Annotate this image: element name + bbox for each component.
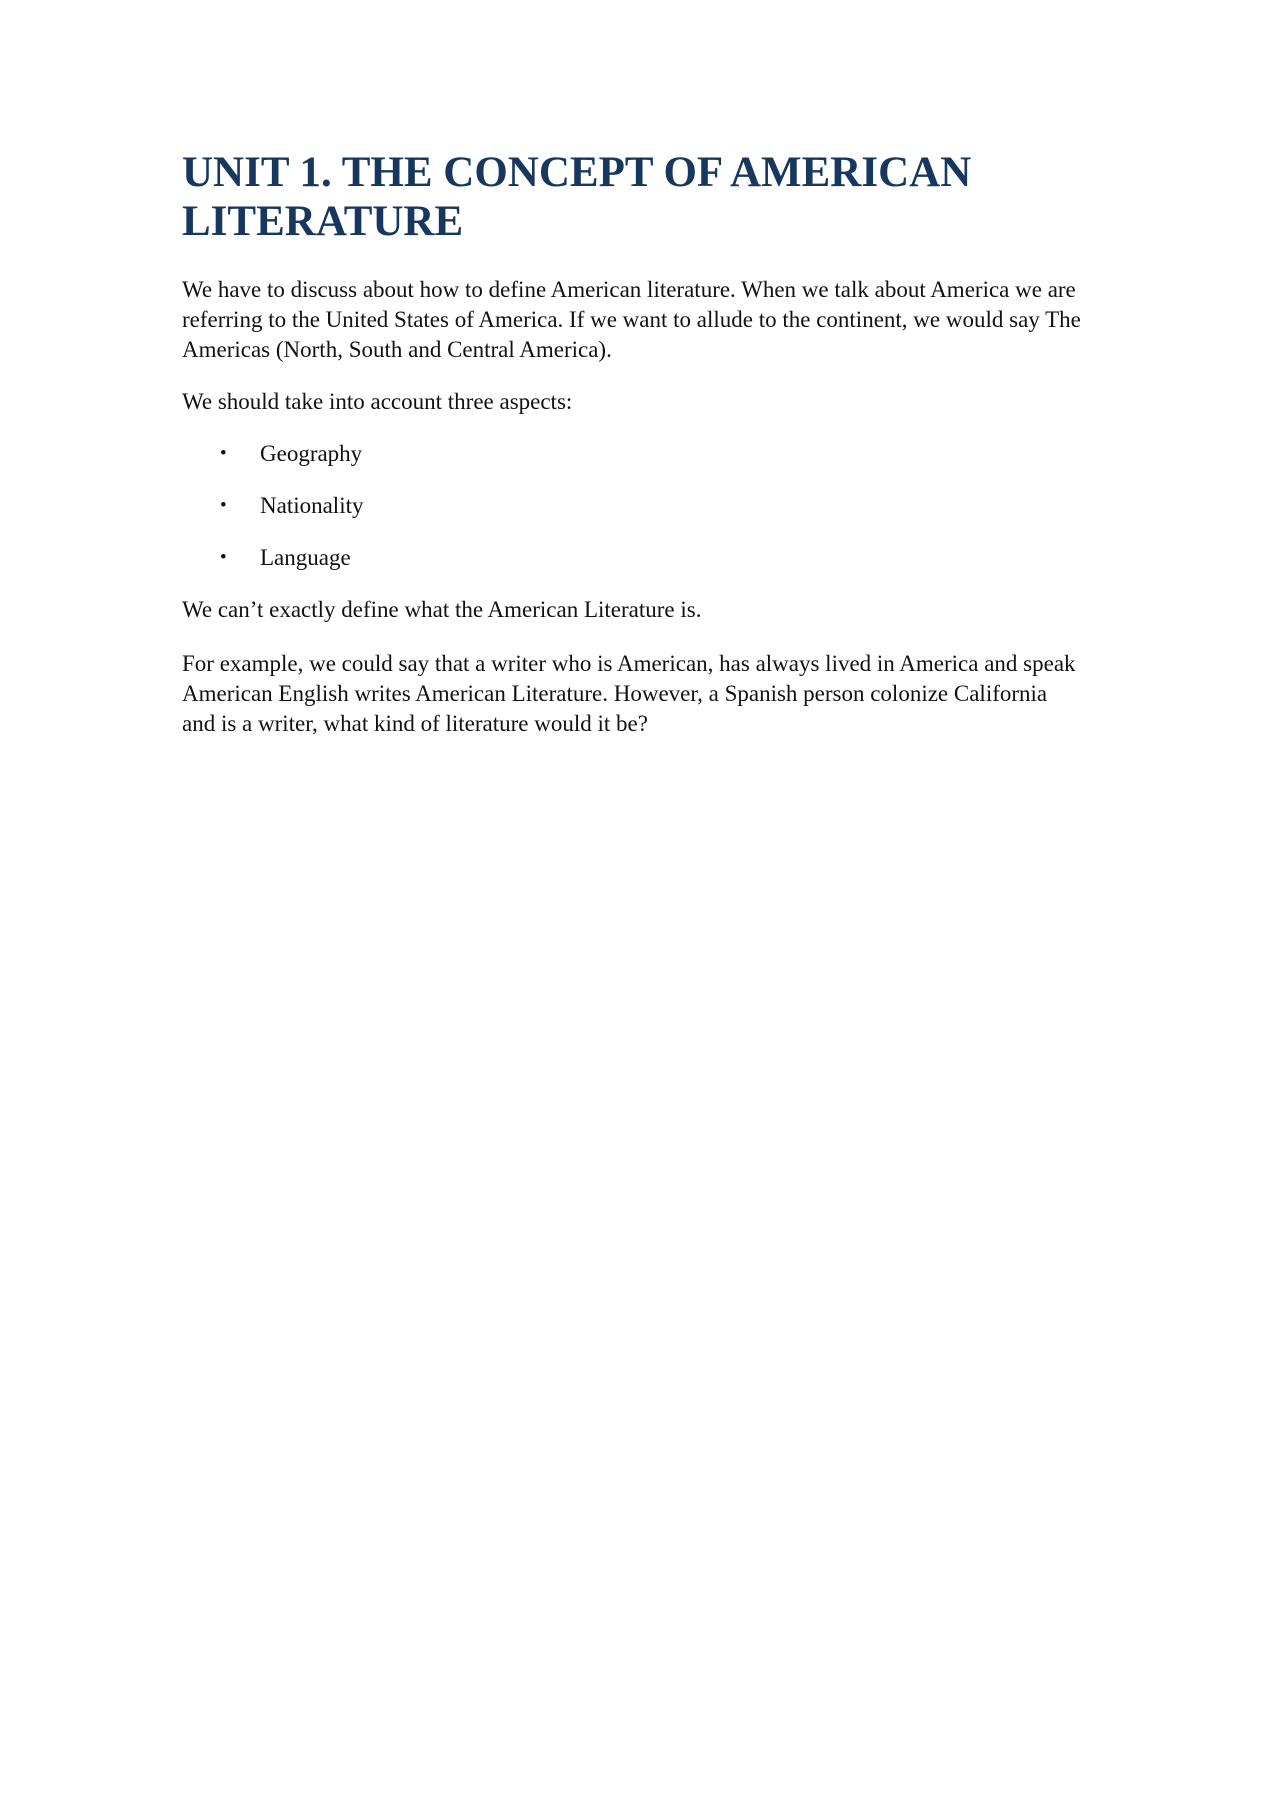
aspects-list	[182, 439, 1082, 573]
intro-paragraph: We have to discuss about how to define American literature. When we talk about America we are referring to the United States of America. If we want to allude to the continent, we would say The Americas (North, South and Central America).	[182, 277, 1081, 362]
bullet-icon: •	[220, 495, 227, 516]
aspects-intro-paragraph: We should take into account three aspects:	[182, 389, 573, 414]
example-paragraph: For example, we could say that a writer who is American, has always lived in America and speak American English writes American Literature. However, a Spanish person colonize California and is a writer, what kind of literature would it be?	[182, 651, 1076, 736]
definition-paragraph: We can’t exactly define what the American Literature is.	[182, 597, 702, 622]
list-item	[182, 439, 1082, 469]
bullet-icon: •	[220, 443, 227, 464]
list-item	[182, 491, 1082, 521]
document-body	[182, 148, 1082, 739]
list-item-geography: Geography	[260, 441, 363, 466]
unit-title: UNIT 1. THE CONCEPT OF AMERICAN LITERATURE	[182, 149, 972, 245]
list-item	[182, 543, 1082, 573]
bullet-icon: •	[220, 547, 227, 568]
list-item-language: Language	[260, 545, 351, 570]
list-item-nationality: Nationality	[260, 493, 364, 518]
